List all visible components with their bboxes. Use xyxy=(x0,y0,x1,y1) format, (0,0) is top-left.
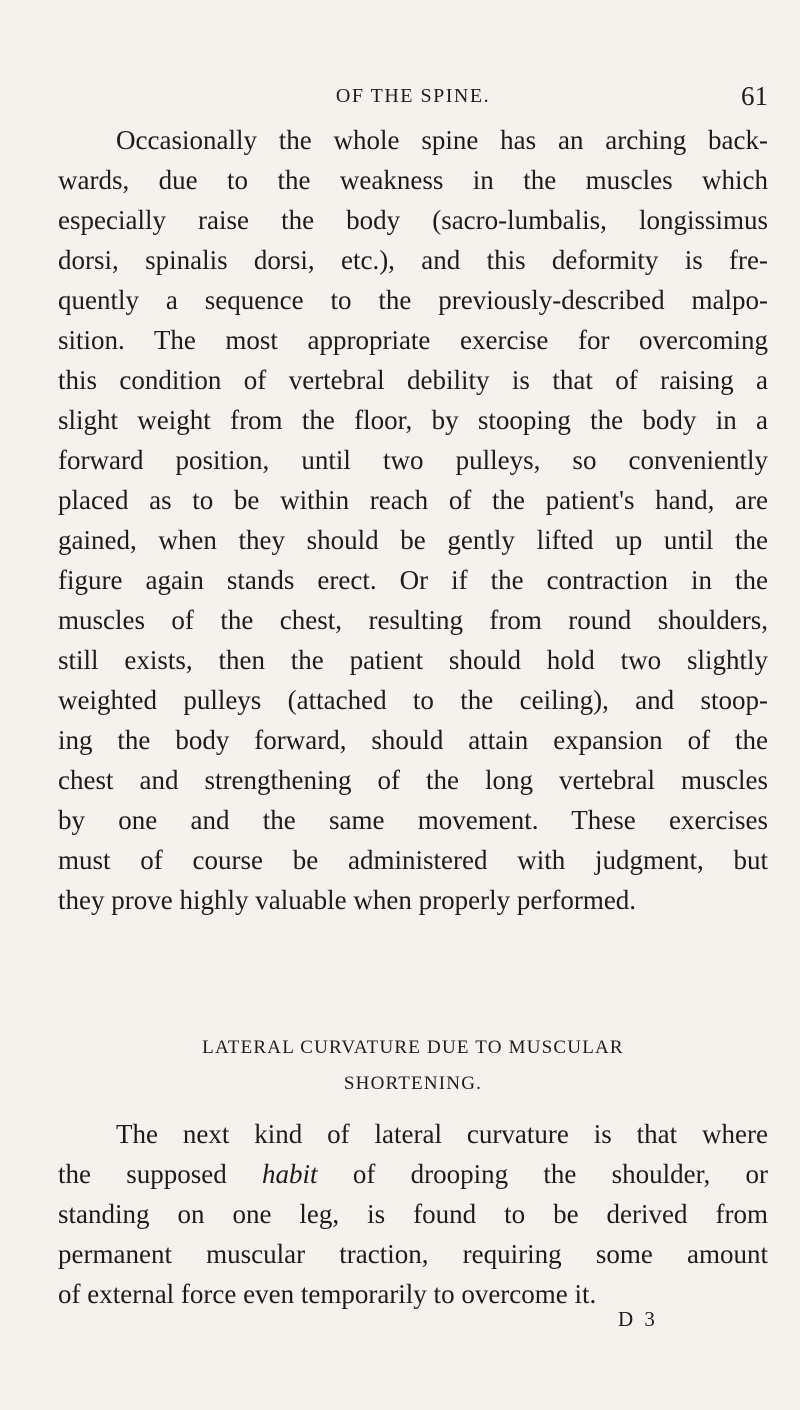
text-line: standing on one leg, is found to be derived from xyxy=(58,1199,768,1229)
text-line: muscles of the chest, resulting from round shoulders, xyxy=(58,605,768,635)
text-line: The next kind of lateral curvature is that where xyxy=(116,1119,768,1149)
text-line: permanent muscular traction, requiring some amount xyxy=(58,1239,768,1269)
text-line: weighted pulleys (attached to the ceiling), and stoop- xyxy=(58,685,768,715)
paragraph-spine-arching xyxy=(58,120,768,920)
text-line: gained, when they should be gently lifted up until the xyxy=(58,525,768,555)
text-line: of external force even temporarily to overcome it. xyxy=(58,1279,597,1309)
text-line: Occasionally the whole spine has an arching back- xyxy=(116,125,768,155)
section-heading-line: LATERAL CURVATURE DUE TO MUSCULAR xyxy=(202,1037,624,1058)
text-line: figure again stands erect. Or if the contraction in the xyxy=(58,565,768,595)
text-line: must of course be administered with judgment, but xyxy=(58,845,768,875)
text-segment: of drooping the shoulder, or xyxy=(352,1159,769,1189)
text-line: quently a sequence to the previously-described malpo- xyxy=(58,285,768,315)
section-heading-line: SHORTENING. xyxy=(343,1073,483,1094)
text-line: by one and the same movement. These exercises xyxy=(58,805,768,835)
text-line: placed as to be within reach of the patient's hand, are xyxy=(58,485,768,515)
paragraph-lateral-curvature xyxy=(58,1114,768,1314)
text-segment: the supposed xyxy=(58,1159,227,1189)
running-head xyxy=(58,78,768,114)
text-line: forward position, until two pulleys, so conveniently xyxy=(58,445,768,475)
text-line: still exists, then the patient should hold two slightly xyxy=(58,645,768,675)
page-number: 61 xyxy=(741,81,768,111)
signature-mark: D 3 xyxy=(618,1307,658,1331)
text-line: this condition of vertebral debility is that of raising a xyxy=(58,365,768,395)
section-heading xyxy=(58,1030,768,1102)
text-line: ing the body forward, should attain expansion of the xyxy=(58,725,768,755)
text-line: wards, due to the weakness in the muscles which xyxy=(58,165,768,195)
running-title: OF THE SPINE. xyxy=(335,85,491,107)
text-line: dorsi, spinalis dorsi, etc.), and this deformity is fre- xyxy=(58,245,768,275)
text-line: they prove highly valuable when properly performed. xyxy=(58,885,637,915)
text-line: slight weight from the floor, by stooping the body in a xyxy=(58,405,768,435)
text-line: sition. The most appropriate exercise for overcoming xyxy=(58,325,768,355)
text-line-with-italic xyxy=(58,1154,768,1194)
text-line: chest and strengthening of the long vertebral muscles xyxy=(58,765,768,795)
italic-word-habit: habit xyxy=(262,1159,318,1189)
text-line: especially raise the body (sacro-lumbalis, longissimus xyxy=(58,205,768,235)
